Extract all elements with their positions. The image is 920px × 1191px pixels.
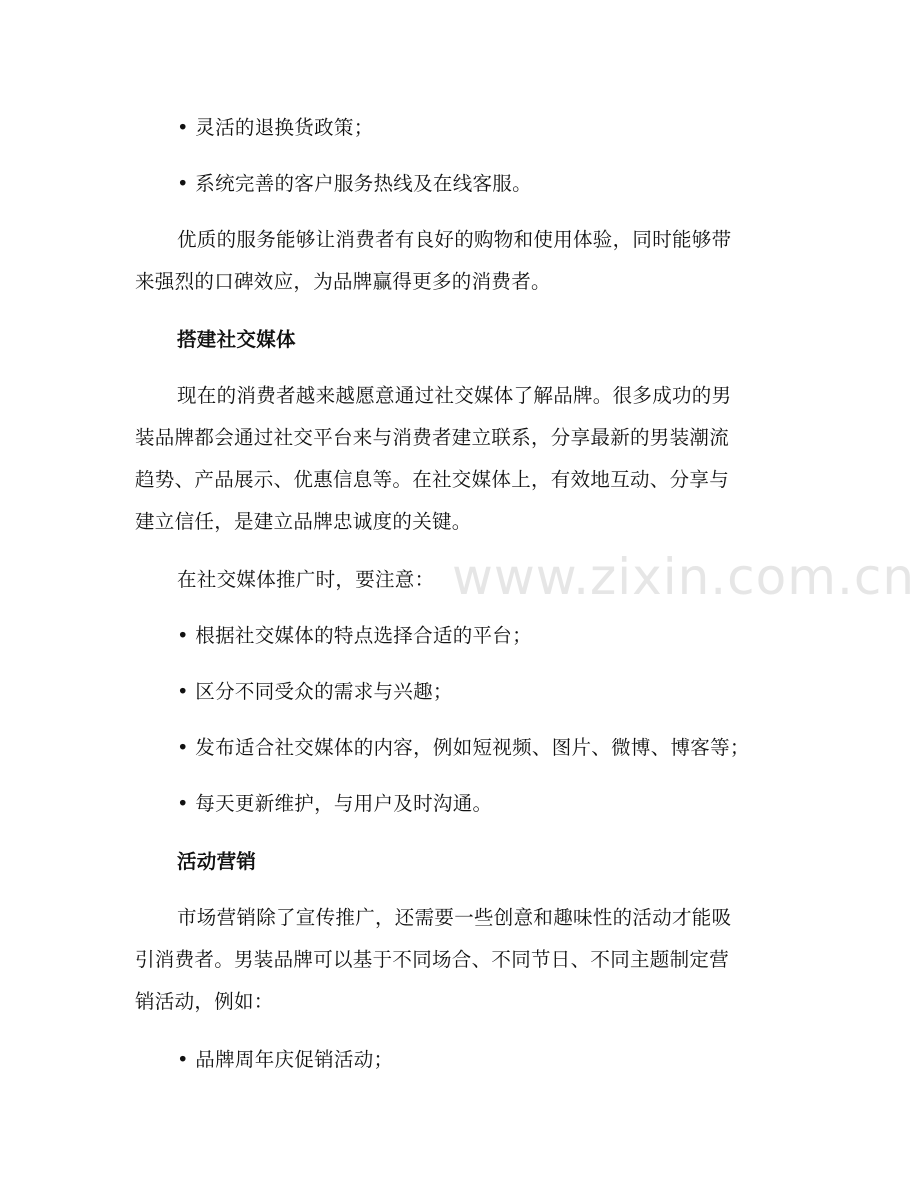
bullet-item: • 根据社交媒体的特点选择合适的平台； <box>177 624 532 647</box>
paragraph-line: 市场营销除了宣传推广，还需要一些创意和趣味性的活动才能吸 <box>177 906 732 929</box>
paragraph-line: 装品牌都会通过社交平台来与消费者建立联系，分享最新的男装潮流 <box>135 426 730 449</box>
bullet-item: • 区分不同受众的需求与兴趣； <box>177 680 453 703</box>
paragraph-line: 趋势、产品展示、优惠信息等。在社交媒体上，有效地互动、分享与 <box>135 468 730 491</box>
paragraph-line: 来强烈的口碑效应，为品牌赢得更多的消费者。 <box>135 270 551 293</box>
paragraph-line: 引消费者。男装品牌可以基于不同场合、不同节日、不同主题制定营 <box>135 948 730 971</box>
bullet-item: • 每天更新维护，与用户及时沟通。 <box>177 792 493 815</box>
bullet-item: • 发布适合社交媒体的内容，例如短视频、图片、微博、博客等； <box>177 736 750 759</box>
section-heading: 搭建社交媒体 <box>177 328 296 351</box>
bullet-item: • 灵活的退换货政策； <box>177 116 374 139</box>
bullet-item: • 品牌周年庆促销活动； <box>177 1048 394 1071</box>
paragraph-line: 优质的服务能够让消费者有良好的购物和使用体验，同时能够带 <box>177 228 732 251</box>
paragraph-line: 在社交媒体推广时，要注意： <box>177 568 435 591</box>
paragraph-line: 现在的消费者越来越愿意通过社交媒体了解品牌。很多成功的男 <box>177 384 732 407</box>
paragraph-line: 建立信任，是建立品牌忠诚度的关键。 <box>135 510 472 533</box>
section-heading: 活动营销 <box>177 850 257 873</box>
paragraph-line: 销活动，例如： <box>135 990 274 1013</box>
bullet-item: • 系统完善的客户服务热线及在线客服。 <box>177 172 532 195</box>
watermark-text: www.zixin.com.cn <box>452 548 916 606</box>
